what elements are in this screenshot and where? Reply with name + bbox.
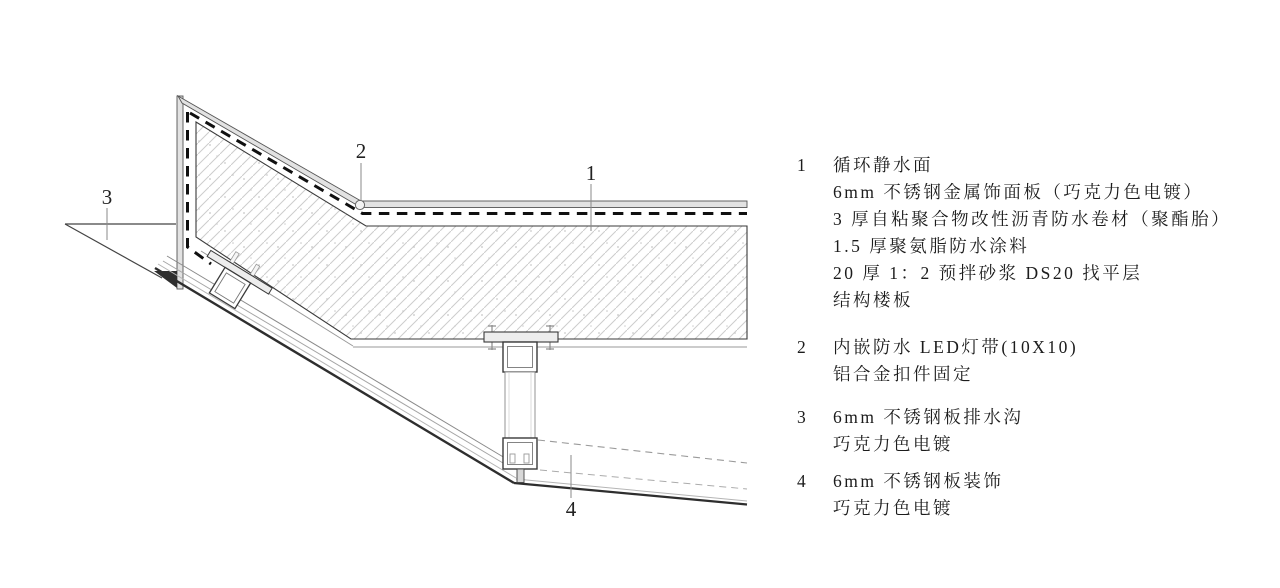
legend-line: 6mm 不锈钢金属饰面板（巧克力色电镀） bbox=[833, 182, 1204, 202]
drain-gutter bbox=[65, 224, 177, 288]
legend-line: 20 厚 1：2 预拌砂浆 DS20 找平层 bbox=[833, 263, 1143, 283]
legend-item-3 bbox=[797, 404, 1267, 458]
legend-item-lines bbox=[833, 468, 1267, 522]
soffit-panel-lower bbox=[514, 440, 747, 505]
callout-2: 2 bbox=[355, 139, 367, 163]
callout-1: 1 bbox=[585, 161, 597, 185]
legend-item-lines bbox=[833, 334, 1267, 388]
legend-line: 内嵌防水 LED灯带(10X10) bbox=[833, 337, 1079, 357]
legend-item-lines bbox=[833, 152, 1267, 314]
legend bbox=[797, 152, 1267, 522]
legend-item-lines bbox=[833, 404, 1267, 458]
legend-item-number: 1 bbox=[797, 155, 809, 175]
legend-item-1 bbox=[797, 152, 1267, 314]
legend-line: 3 厚自粘聚合物改性沥青防水卷材（聚酯胎） bbox=[833, 209, 1232, 229]
legend-line: 巧克力色电镀 bbox=[833, 434, 953, 454]
kink-connector bbox=[517, 469, 524, 483]
callout-4: 4 bbox=[565, 497, 577, 521]
legend-item-2 bbox=[797, 334, 1267, 388]
legend-item-4 bbox=[797, 468, 1267, 522]
legend-line: 铝合金扣件固定 bbox=[833, 364, 973, 384]
legend-line: 巧克力色电镀 bbox=[833, 498, 953, 518]
led-strip-icon bbox=[355, 200, 364, 209]
base-plate bbox=[484, 332, 558, 342]
legend-item-number: 3 bbox=[797, 407, 809, 427]
callout-3: 3 bbox=[101, 185, 113, 209]
legend-line: 循环静水面 bbox=[833, 155, 933, 175]
legend-line: 6mm 不锈钢板排水沟 bbox=[833, 407, 1024, 427]
legend-line: 1.5 厚聚氨脂防水涂料 bbox=[833, 236, 1030, 256]
legend-line: 6mm 不锈钢板装饰 bbox=[833, 471, 1004, 491]
legend-item-number: 4 bbox=[797, 471, 809, 491]
legend-item-number: 2 bbox=[797, 337, 809, 357]
legend-line: 结构楼板 bbox=[833, 290, 913, 310]
strut bbox=[505, 372, 535, 438]
